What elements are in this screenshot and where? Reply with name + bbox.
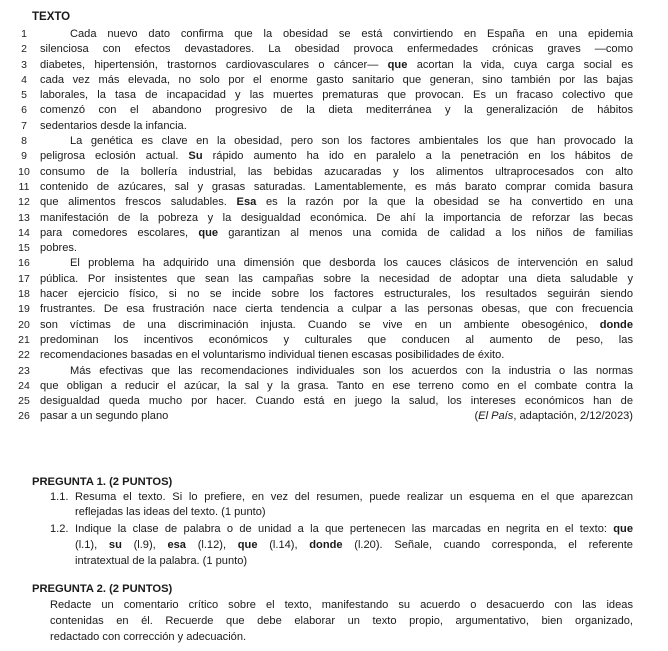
text-line	[0, 302, 668, 317]
line-text: pobres.	[40, 242, 78, 255]
q2-line1: Redacte un comentario crítico sobre el texto, manifestando su acuerdo o desacuerdo con las ideas	[50, 599, 633, 611]
text-line	[0, 379, 668, 394]
q2-line3: redactado con corrección y adecuación.	[50, 631, 247, 643]
line-text: diabetes, hipertensión, trastornos cardiovasculares o cáncer— que acortan la vida, cuya carga social es	[40, 58, 633, 71]
line-number: 25	[18, 395, 30, 408]
text-line	[0, 409, 668, 424]
line-text: pasar a un segundo plano	[40, 410, 169, 423]
line-text: laborales, la tasa de incapacidad y las muertes prematuras que provocan. Es un fracaso colectivo que	[40, 89, 633, 102]
q1-item1-line1: Resuma el texto. Si lo prefiere, en vez del resumen, puede realizar un esquema en el que aparezcan	[75, 491, 633, 503]
q1-item2-line3: intratextual de la palabra. (1 punto)	[75, 555, 248, 567]
line-text: que alimentos frescos saludables. Esa es la razón por la que la obesidad se ha convertido en una	[40, 196, 633, 209]
line-number: 6	[21, 104, 27, 117]
line-number: 10	[18, 165, 30, 178]
text-line	[0, 333, 668, 348]
line-text: pública. Por insistentes que sean las campañas sobre la necesidad de adoptar una dieta saludable y	[40, 272, 633, 285]
line-text: para comedores escolares, que garantizan al menos una comida de calidad a los niños de familias	[40, 226, 634, 239]
q1-item1-number: 1.1.	[50, 491, 69, 503]
line-text: hacer ejercicio físico, si no se incide sobre los factores estructurales, los resultados seguirán siendo	[40, 288, 633, 301]
line-text: son víctimas de una discriminación injusta. Cuando se vive en un ambiente obesogénico, donde	[40, 318, 633, 331]
text-line	[0, 134, 668, 149]
line-number: 2	[21, 43, 27, 56]
text-line	[0, 73, 668, 88]
line-number: 5	[21, 89, 27, 102]
line-number: 11	[18, 180, 30, 193]
line-number: 4	[21, 73, 27, 86]
text-line	[0, 42, 668, 57]
text-line	[0, 241, 668, 256]
text-line	[0, 364, 668, 379]
text-line	[0, 394, 668, 409]
text-line	[0, 149, 668, 164]
line-text: que obligan a reducir el azúcar, la sal y la grasa. Tanto en ese terreno como en el combate contra la	[40, 379, 633, 392]
line-text: consumo de la bollería industrial, las bebidas azucaradas y los alimentos ultraprocesados con alto	[40, 165, 633, 178]
line-text: El problema ha adquirido una dimensión que desborda los cauces clásicos de intervención en salud	[70, 257, 633, 270]
line-text: predominan los incentivos económicos y culturales que conducen al aumento de peso, las	[40, 333, 633, 346]
line-text: recomendaciones basadas en el voluntarismo individual tienen escasas posibilidades de éxito.	[40, 349, 505, 362]
text-line	[0, 119, 668, 134]
line-number: 22	[18, 349, 30, 362]
text-line	[0, 226, 668, 241]
line-text: frustrantes. De esa frustración nace cierta tendencia a culpar a las personas obesas, que con frecuencia	[40, 303, 633, 316]
text-line	[0, 318, 668, 333]
text-line	[0, 88, 668, 103]
question-1-title: PREGUNTA 1. (2 PUNTOS)	[32, 476, 173, 488]
text-title: TEXTO	[32, 11, 71, 23]
line-number: 14	[18, 226, 30, 239]
line-number: 24	[18, 379, 30, 392]
line-number: 15	[18, 242, 30, 255]
line-text: manifestación de la pobreza y la desigualdad económica. De ahí la importancia de reforzar las becas	[40, 211, 633, 224]
line-number: 20	[18, 318, 30, 331]
source-citation: (El País, adaptación, 2/12/2023)	[474, 410, 633, 423]
text-line	[0, 165, 668, 180]
q1-item2-number: 1.2.	[50, 523, 69, 535]
text-line	[0, 272, 668, 287]
line-text: Más efectivas que las recomendaciones individuales son los acuerdos con la industria o las normas	[70, 364, 633, 377]
line-text: La genética es clave en la obesidad, pero son los factores ambientales los que han provocado la	[70, 135, 633, 148]
line-number: 12	[18, 196, 30, 209]
q1-item2-line2: (l.1), su (l.9), esa (l.12), que (l.14), donde (l.20). Señale, cuando corresponda, el referente	[75, 539, 633, 551]
question-2-title: PREGUNTA 2. (2 PUNTOS)	[32, 583, 173, 595]
line-number: 9	[21, 150, 27, 163]
text-line	[0, 180, 668, 195]
line-text: comenzó con el abandono progresivo de la dieta mediterránea y la generalización de hábitos	[40, 104, 633, 117]
line-number: 13	[18, 211, 30, 224]
line-text: contenido de azúcares, sal y grasas saturadas. Lamentablemente, es más barato comprar comida basura	[40, 180, 633, 193]
text-line	[0, 256, 668, 271]
q1-item1-line2: reflejadas las ideas del texto. (1 punto)	[75, 506, 266, 518]
line-number: 21	[18, 333, 30, 346]
text-line	[0, 348, 668, 363]
line-number: 1	[21, 28, 27, 40]
text-line	[0, 58, 668, 73]
line-number: 17	[18, 272, 30, 285]
q2-line2: contenidas en él. Recuerde que debe elaborar un texto propio, argumentativo, bien organizado,	[50, 615, 633, 627]
line-number: 26	[18, 410, 30, 423]
text-line	[0, 211, 668, 226]
line-number: 19	[18, 303, 30, 316]
numbered-text	[0, 27, 668, 425]
line-number: 8	[21, 135, 27, 148]
line-number: 18	[18, 288, 30, 301]
line-number: 23	[18, 364, 30, 377]
line-number: 7	[21, 119, 27, 132]
line-text: cada vez más elevada, no solo por el enorme gasto sanitario que generan, sino también por las bajas	[40, 73, 633, 86]
line-text: desigualdad queda mucho por hacer. Cuando está en juego la salud, los intereses económicos han de	[40, 395, 633, 408]
line-text: silenciosa con efectos devastadores. La obesidad provoca enfermedades crónicas graves —como	[40, 43, 633, 56]
text-line	[0, 195, 668, 210]
line-text: Cada nuevo dato confirma que la obesidad se está convirtiendo en España en una epidemia	[70, 28, 633, 40]
line-text: sedentarios desde la infancia.	[40, 119, 187, 132]
q1-item2-line1: Indique la clase de palabra o de unidad a la que pertenecen las marcadas en negrita en el texto: que	[75, 523, 633, 535]
line-number: 16	[18, 257, 30, 270]
text-line	[0, 27, 668, 42]
line-text: peligrosa eclosión actual. Su rápido aumento ha ido en paralelo a la penetración en los hábitos de	[40, 150, 634, 163]
line-number: 3	[21, 58, 27, 71]
text-line	[0, 287, 668, 302]
text-line	[0, 103, 668, 118]
